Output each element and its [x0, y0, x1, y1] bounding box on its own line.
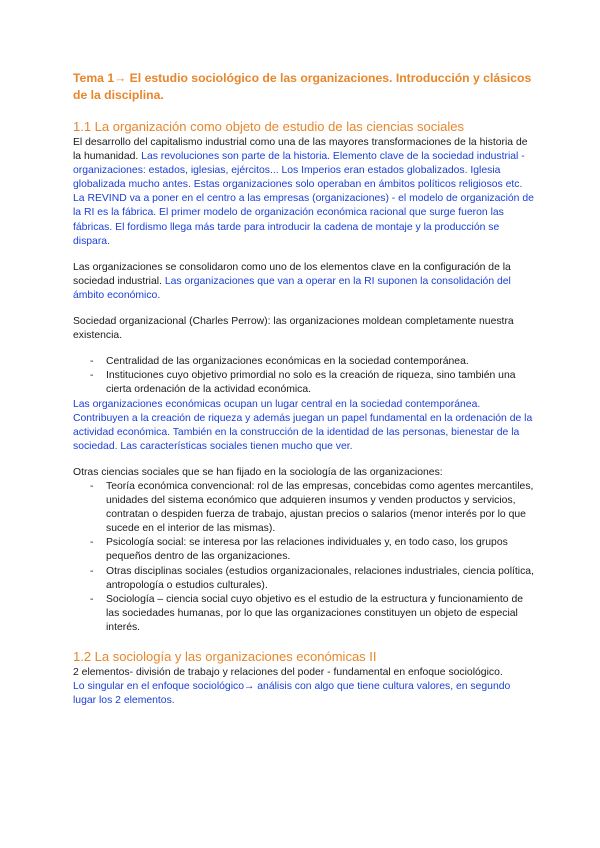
list-item: - Psicología social: se interesa por las relaciones individuales y, en todo caso, los grupos pequeños dentro de las organizaciones. — [90, 537, 508, 563]
list-item: - Instituciones cuyo objetivo primordial no solo es la creación de riqueza, sino también una cierta ordenación de la actividad económica. — [90, 370, 516, 396]
list-item: - Sociología – ciencia social cuyo objetivo es el estudio de la estructura y funcionamiento de las sociedades humanas, por lo que las organizaciones constituyen un objeto de especial interés. — [90, 593, 524, 633]
list-marker: - — [90, 356, 94, 368]
document-title: Tema 1→ El estudio sociológico de las organizaciones. Introducción y clásicos de la disciplina. — [73, 71, 532, 102]
list-item: - Centralidad de las organizaciones económicas en la sociedad contemporánea. — [73, 355, 535, 369]
paragraph-blue-enfoque: Lo singular en el enfoque sociológico→ análisis con algo que tiene cultura valores, en segundo lugar los 2 elementos. — [73, 681, 511, 707]
list-marker: - — [90, 537, 94, 549]
text-black: Las organizaciones se consolidaron como uno de los elementos clave en la configuración de la sociedad industrial. — [73, 261, 511, 287]
section-heading-1-2: 1.2 La sociología y las organizaciones económicas II — [73, 649, 377, 664]
paragraph-otras-ciencias: Otras ciencias sociales que se han fijado en la sociología de las organizaciones: — [73, 466, 443, 478]
paragraph-consolidacion — [73, 261, 535, 303]
paragraph-perrow: Sociedad organizacional (Charles Perrow): las organizaciones moldean completamente nuestra existencia. — [73, 316, 514, 342]
list-item: - Otras disciplinas sociales (estudios organizacionales, relaciones industriales, ciencia política, antropología o estudios culturales). — [90, 565, 534, 591]
list-marker: - — [90, 480, 94, 492]
list-ciencias-sociales — [73, 480, 535, 635]
paragraph-blue-organizaciones: Las organizaciones económicas ocupan un lugar central en la sociedad contemporánea. Contribuyen a la creación de riqueza y además juegan un papel fundamental en la ordenación de la actividad económica. También en la construcción de la identidad de las personas, bienestar de la sociedad. Las características sociales tienen mucho que ver. — [73, 398, 533, 452]
list-item: - Teoría económica convencional: rol de las empresas, concebidas como agentes mercantiles, unidades del sistema económico que adquieren insumos y venden productos y servicios, contratan o despiden fuerza de trabajo, ajustan precios o salarios (menor interés por lo que sucede en el interior de las mismas). — [90, 480, 534, 535]
document-page — [73, 70, 535, 708]
list-marker: - — [90, 593, 94, 605]
text-blue-note: Las revoluciones son parte de la historia. Elemento clave de la sociedad industrial - organizaciones: estados, iglesias, ejércitos... Los Imperios eran estados globalizados. Iglesia globalizada mucho antes. Estas organizaciones solo operaban en ámbitos políticos religiosos etc. La REVIND va a poner en el centro a las empresas (organizaciones) - el modelo de organización de la RI es la fábrica. El primer modelo de organización económica racional que surge fueron las fábricas. El fordismo llega más tarde para introducir la cadena de montaje y la producción se dispara. — [73, 151, 534, 247]
list-marker: - — [90, 565, 94, 577]
text-black: El desarrollo del capitalismo industrial como una de las mayores transformaciones de la historia de la humanidad. — [73, 137, 528, 163]
section-heading-1-1: 1.1 La organización como objeto de estudio de las ciencias sociales — [73, 119, 464, 134]
list-marker: - — [90, 370, 94, 382]
list-centralidad — [73, 355, 535, 397]
paragraph-elementos: 2 elementos- división de trabajo y relaciones del poder - fundamental en enfoque sociológico. — [73, 667, 503, 678]
paragraph-capitalismo — [73, 136, 535, 249]
text-blue-note: Las organizaciones que van a operar en la RI suponen la consolidación del ámbito económico. — [73, 275, 511, 301]
